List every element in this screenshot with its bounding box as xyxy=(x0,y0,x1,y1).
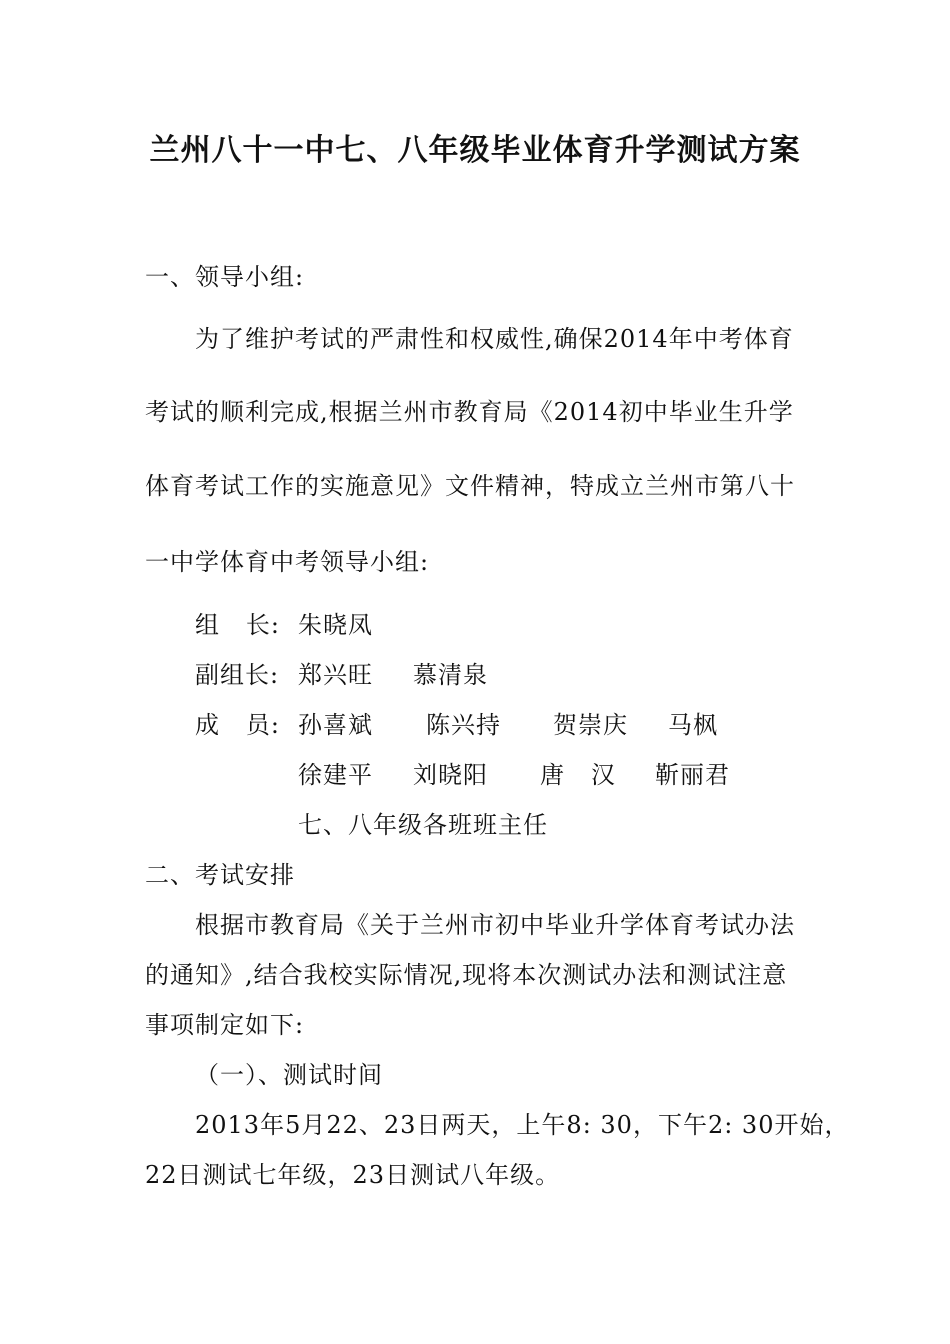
member-name: 徐建平 xyxy=(298,761,373,789)
section1-para-line-2: 考试的顺利完成,根据兰州市教育局《2014初中毕业生升学 xyxy=(145,398,794,426)
vice-leader-label: 副组长: xyxy=(195,661,280,689)
test-time-line-1: 2013年5月22、23日两天，上午8: 30，下午2: 30开始， xyxy=(195,1111,850,1139)
member-name: 唐 汉 xyxy=(540,761,616,789)
members-label: 成 员: xyxy=(195,711,280,739)
member-name: 贺崇庆 xyxy=(553,711,628,739)
section2-heading: 二、考试安排 xyxy=(145,861,295,889)
section2-para-line-1: 根据市教育局《关于兰州市初中毕业升学体育考试办法 xyxy=(195,911,795,939)
section1-heading: 一、领导小组: xyxy=(145,263,305,291)
document-title: 兰州八十一中七、八年级毕业体育升学测试方案 xyxy=(149,133,801,168)
subsection-test-time-heading: （一）、测试时间 xyxy=(195,1061,383,1089)
section2-para-line-3: 事项制定如下: xyxy=(145,1011,305,1039)
section2-para-line-2: 的通知》,结合我校实际情况,现将本次测试办法和测试注意 xyxy=(145,961,788,989)
section1-para-line-1: 为了维护考试的严肃性和权威性,确保2014年中考体育 xyxy=(195,325,794,353)
section1-para-line-3: 体育考试工作的实施意见》文件精神，特成立兰州市第八十 xyxy=(145,472,795,500)
leader-label: 组 长: xyxy=(195,611,280,639)
test-time-line-2: 22日测试七年级，23日测试八年级。 xyxy=(145,1161,561,1189)
member-name: 孙喜斌 xyxy=(298,711,373,739)
vice-leader-name: 慕清泉 xyxy=(413,661,488,689)
member-name: 刘晓阳 xyxy=(413,761,488,789)
section1-para-line-4: 一中学体育中考领导小组: xyxy=(145,548,430,576)
member-name: 靳丽君 xyxy=(655,761,730,789)
member-name: 马枫 xyxy=(668,711,718,739)
leader-name: 朱晓凤 xyxy=(298,611,373,639)
member-homeroom-teachers: 七、八年级各班班主任 xyxy=(298,811,548,839)
vice-leader-name: 郑兴旺 xyxy=(298,661,373,689)
member-name: 陈兴持 xyxy=(426,711,501,739)
